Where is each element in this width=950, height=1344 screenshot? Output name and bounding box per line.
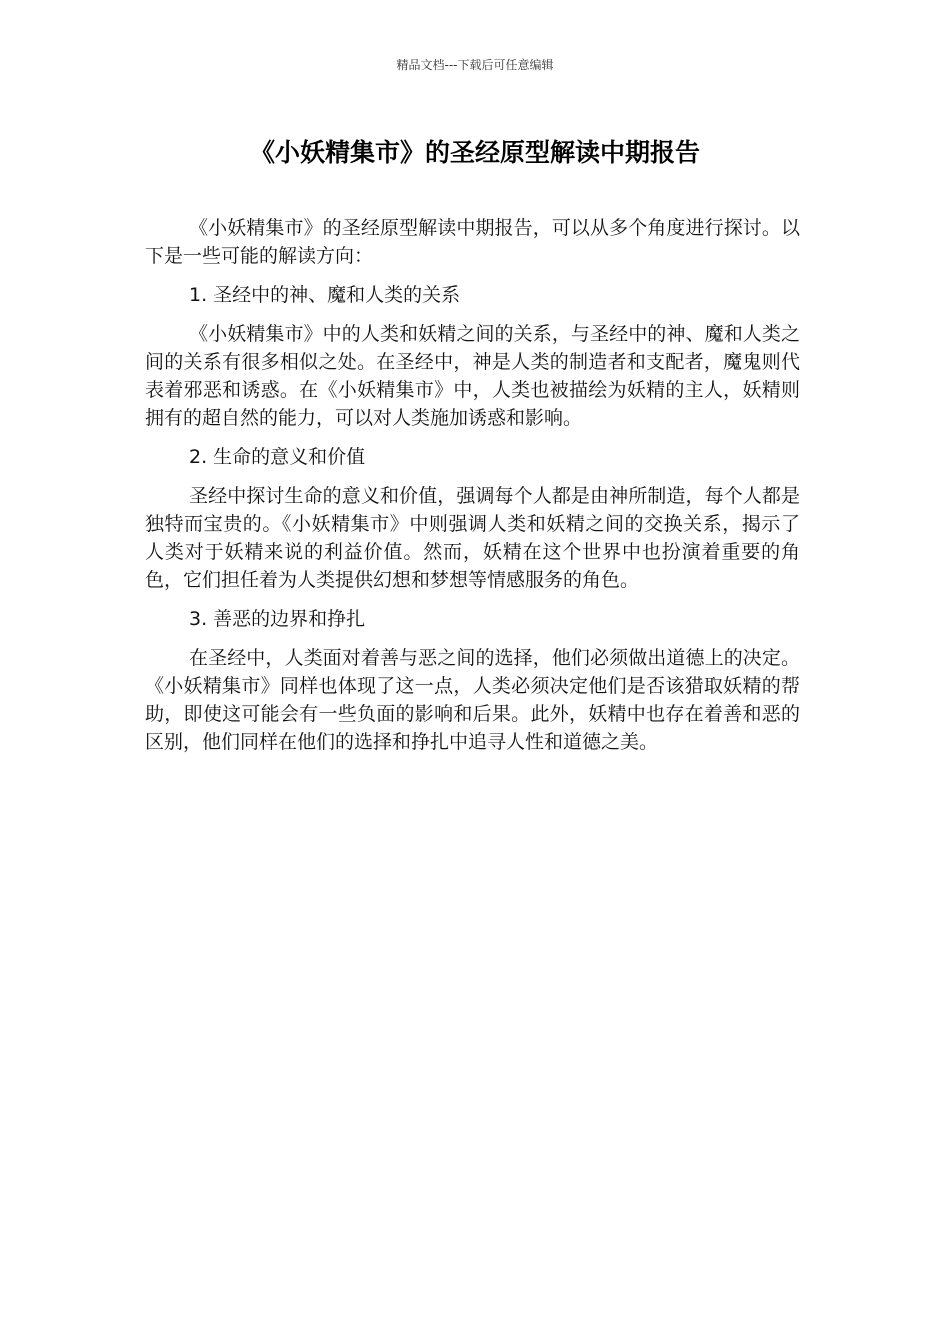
section-body-1: 《小妖精集市》中的人类和妖精之间的关系，与圣经中的神、魔和人类之间的关系有很多相似之处。在圣经中，神是人类的制造者和支配者，魔鬼则代表着邪恶和诱惑。在《小妖精集市》中，人类也被描绘为妖精的主人，妖精则拥有的超自然的能力，可以对人类施加诱惑和影响。 xyxy=(145,323,800,429)
section-heading-1: 1. 圣经中的神、魔和人类的关系 xyxy=(189,284,461,306)
document-body xyxy=(145,214,800,767)
section-heading-2: 2. 生命的意义和价值 xyxy=(189,446,366,468)
intro-paragraph: 《小妖精集市》的圣经原型解读中期报告，可以从多个角度进行探讨。以下是一些可能的解读方向： xyxy=(145,217,800,267)
section-body-3: 在圣经中，人类面对着善与恶之间的选择，他们必须做出道德上的决定。《小妖精集市》同样也体现了这一点，人类必须决定他们是否该猎取妖精的帮助，即使这可能会有一些负面的影响和后果。此外，妖精中也存在着善和恶的区别，他们同样在他们的选择和挣扎中追寻人性和道德之美。 xyxy=(145,647,800,753)
section-body-2: 圣经中探讨生命的意义和价值，强调每个人都是由神所制造，每个人都是独特而宝贵的。《小妖精集市》中则强调人类和妖精之间的交换关系，揭示了人类对于妖精来说的利益价值。然而，妖精在这个世界中也扮演着重要的角色，它们担任着为人类提供幻想和梦想等情感服务的角色。 xyxy=(145,485,800,591)
document-title: 《小妖精集市》的圣经原型解读中期报告 xyxy=(249,138,700,167)
section-heading-3: 3. 善恶的边界和挣扎 xyxy=(189,608,366,630)
header-note: 精品文档---下载后可任意编辑 xyxy=(396,58,554,72)
